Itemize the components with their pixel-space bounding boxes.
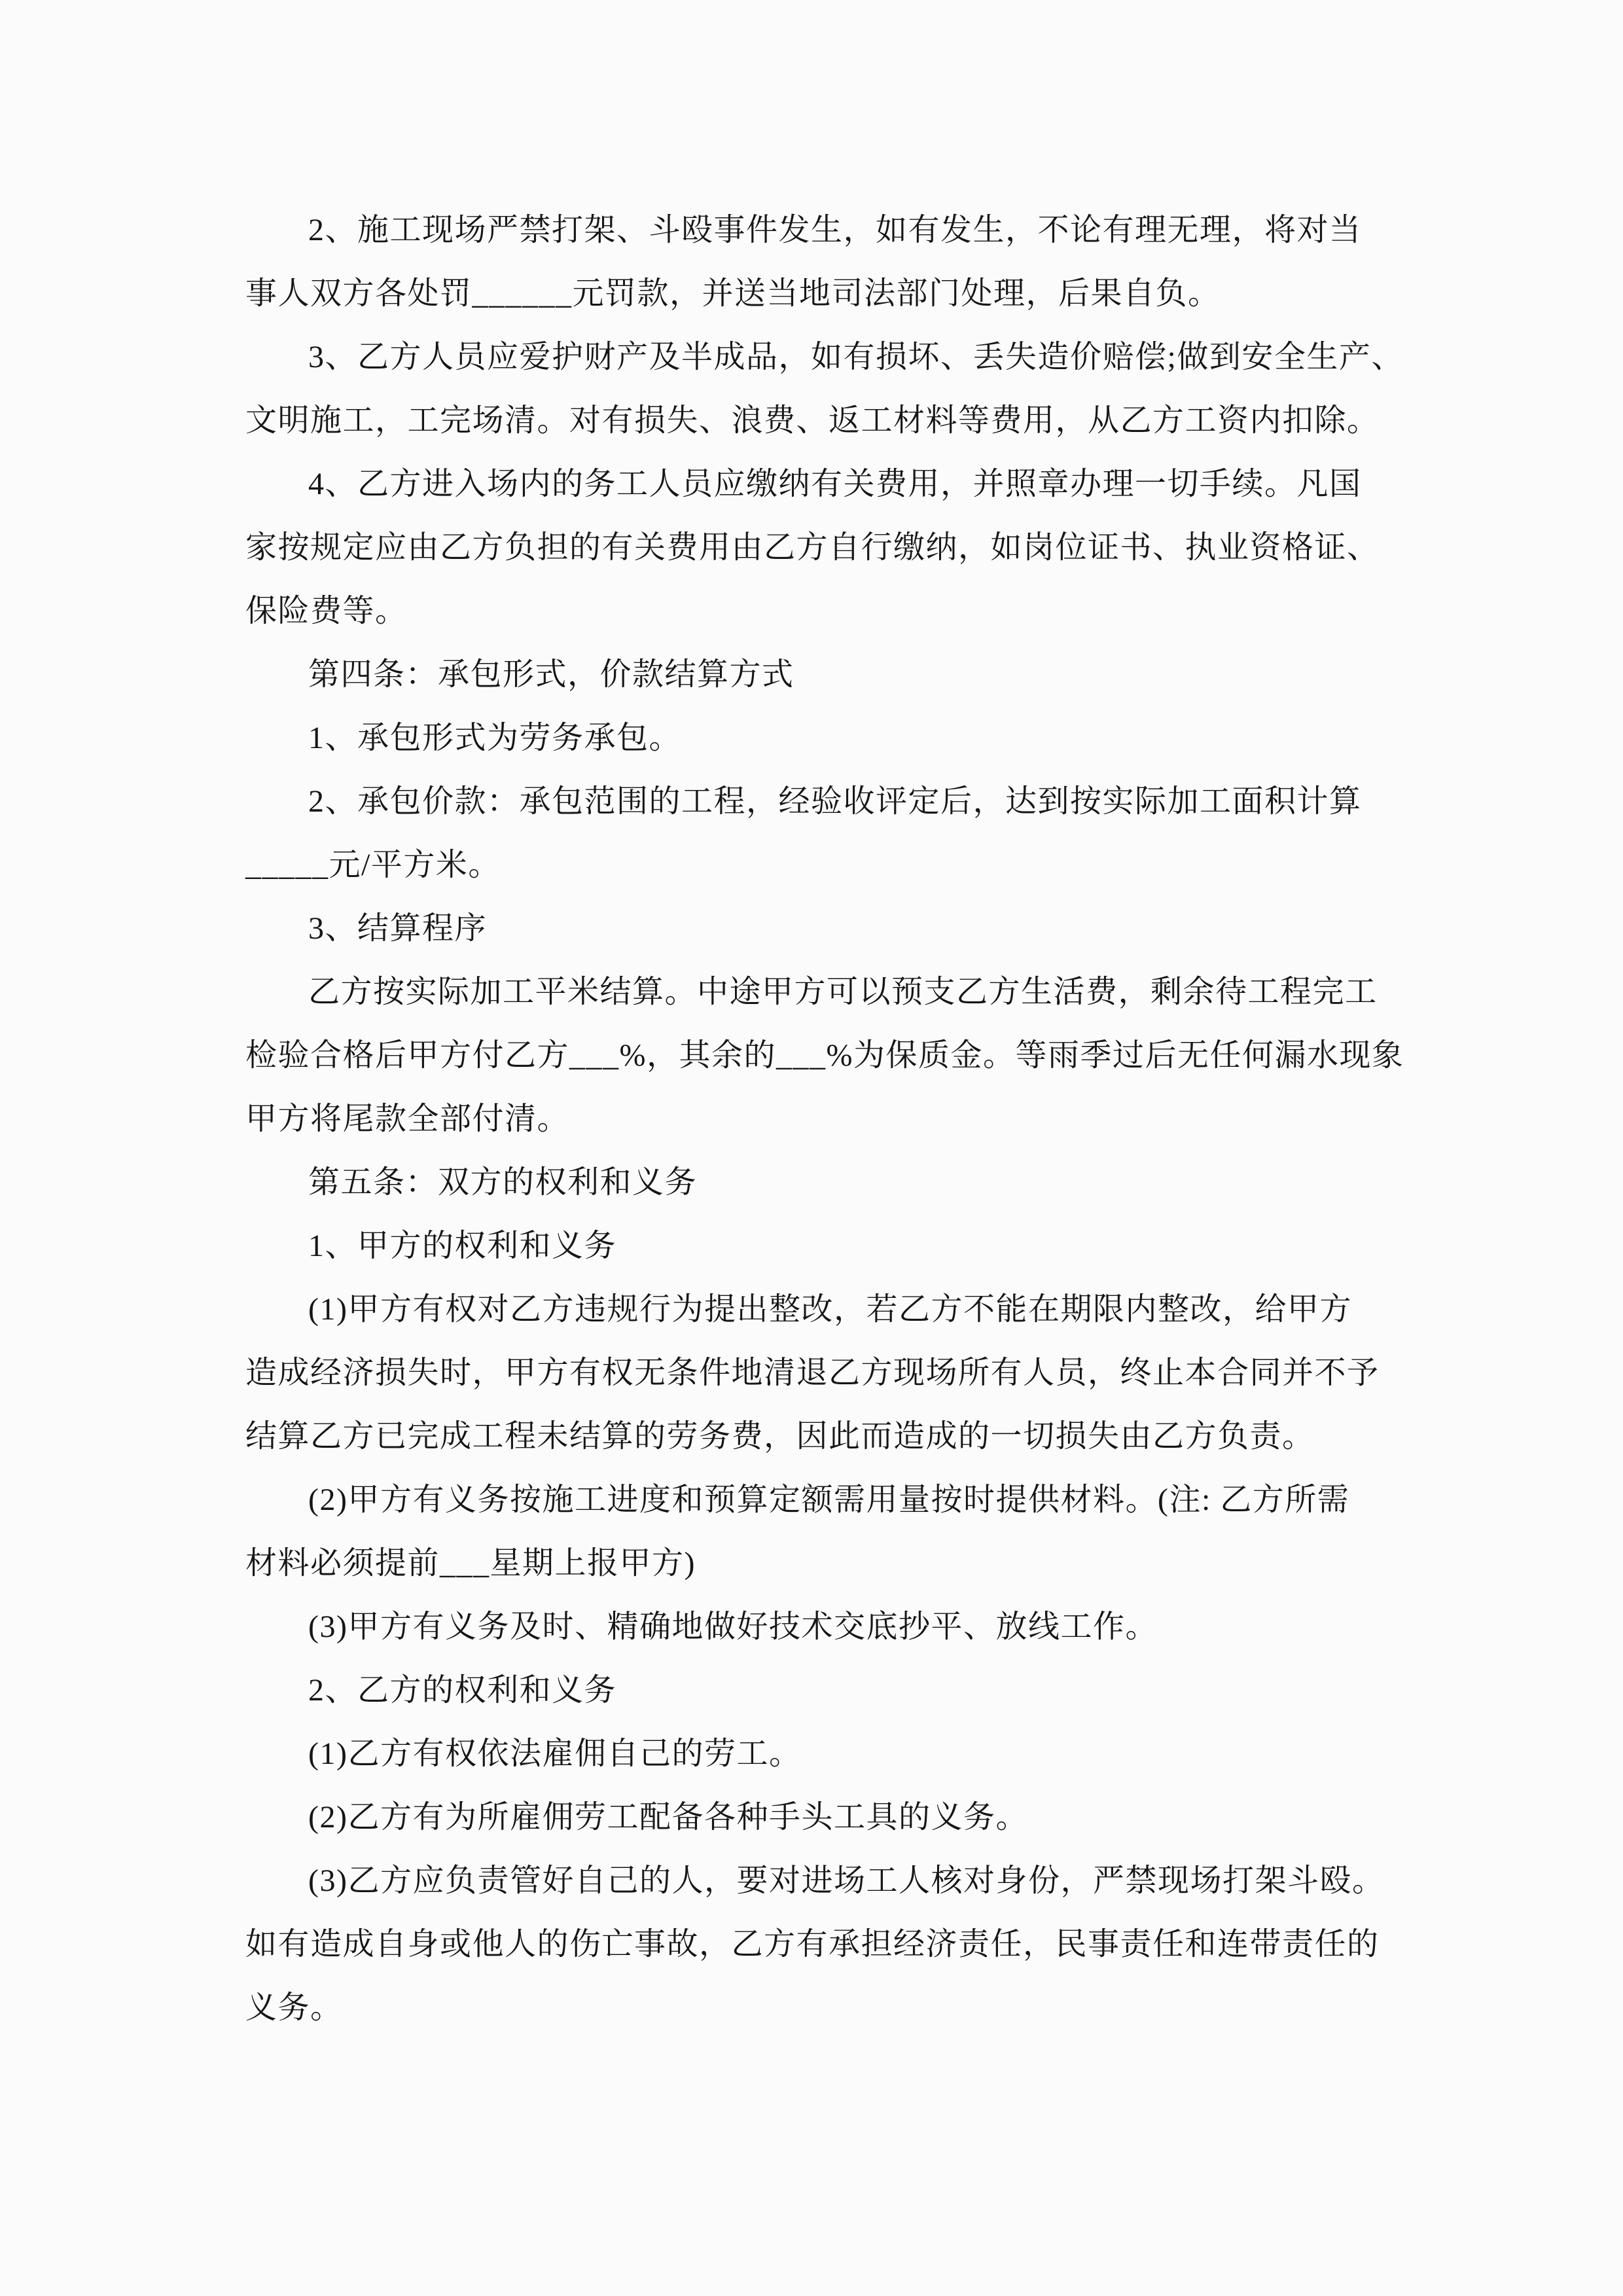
- text-line: (2)甲方有义务按施工进度和预算定额需用量按时提供材料。(注: 乙方所需: [308, 1482, 1350, 1517]
- text-line: 第四条：承包形式，价款结算方式: [308, 657, 794, 692]
- text-line: 检验合格后甲方付乙方___%，其余的___%为保质金。等雨季过后无任何漏水现象: [245, 1038, 1404, 1073]
- text-line: 如有造成自身或他人的伤亡事故，乙方有承担经济责任，民事责任和连带责任的: [245, 1927, 1380, 1962]
- text-line: 2、施工现场严禁打架、斗殴事件发生，如有发生，不论有理无理，将对当: [308, 213, 1362, 247]
- text-line: (3)甲方有义务及时、精确地做好技术交底抄平、放线工作。: [308, 1609, 1158, 1644]
- text-line: 第五条：双方的权利和义务: [308, 1165, 698, 1200]
- text-line: (3)乙方应负责管好自己的人，要对进场工人核对身份，严禁现场打架斗殴。: [308, 1863, 1385, 1898]
- text-line: 4、乙方进入场内的务工人员应缴纳有关费用，并照章办理一切手续。凡国: [308, 467, 1362, 501]
- text-line: 3、乙方人员应爱护财产及半成品，如有损坏、丢失造价赔偿;做到安全生产、: [308, 340, 1404, 374]
- text-line: 结算乙方已完成工程未结算的劳务费，因此而造成的一切损失由乙方负责。: [245, 1419, 1315, 1454]
- text-line: 2、承包价款：承包范围的工程，经验收评定后，达到按实际加工面积计算: [308, 784, 1362, 819]
- text-line: 事人双方各处罚______元罚款，并送当地司法部门处理，后果自负。: [245, 276, 1221, 311]
- text-line: 材料必须提前___星期上报甲方): [245, 1546, 696, 1581]
- text-line: 3、结算程序: [308, 911, 488, 946]
- text-line: (2)乙方有为所雇佣劳工配备各种手头工具的义务。: [308, 1800, 1028, 1835]
- text-line: 造成经济损失时，甲方有权无条件地清退乙方现场所有人员，终止本合同并不予: [245, 1355, 1380, 1390]
- text-line: 家按规定应由乙方负担的有关费用由乙方自行缴纳，如岗位证书、执业资格证、: [245, 530, 1380, 565]
- text-line: 乙方按实际加工平米结算。中途甲方可以预支乙方生活费，剩余待工程完工: [308, 975, 1378, 1009]
- text-line: 保险费等。: [245, 594, 408, 628]
- text-line: (1)乙方有权依法雇佣自己的劳工。: [308, 1736, 802, 1771]
- text-line: 2、乙方的权利和义务: [308, 1673, 617, 1708]
- text-line: 1、甲方的权利和义务: [308, 1229, 617, 1263]
- text-line: 文明施工，工完场清。对有损失、浪费、返工材料等费用，从乙方工资内扣除。: [245, 403, 1380, 438]
- text-line: 义务。: [245, 1990, 343, 2025]
- text-line: 甲方将尾款全部付清。: [245, 1102, 570, 1136]
- text-line: 1、承包形式为劳务承包。: [308, 721, 682, 755]
- text-line: (1)甲方有权对乙方违规行为提出整改，若乙方不能在期限内整改，给甲方: [308, 1292, 1352, 1327]
- text-line: _____元/平方米。: [245, 848, 501, 882]
- contract-text: [245, 198, 1423, 2039]
